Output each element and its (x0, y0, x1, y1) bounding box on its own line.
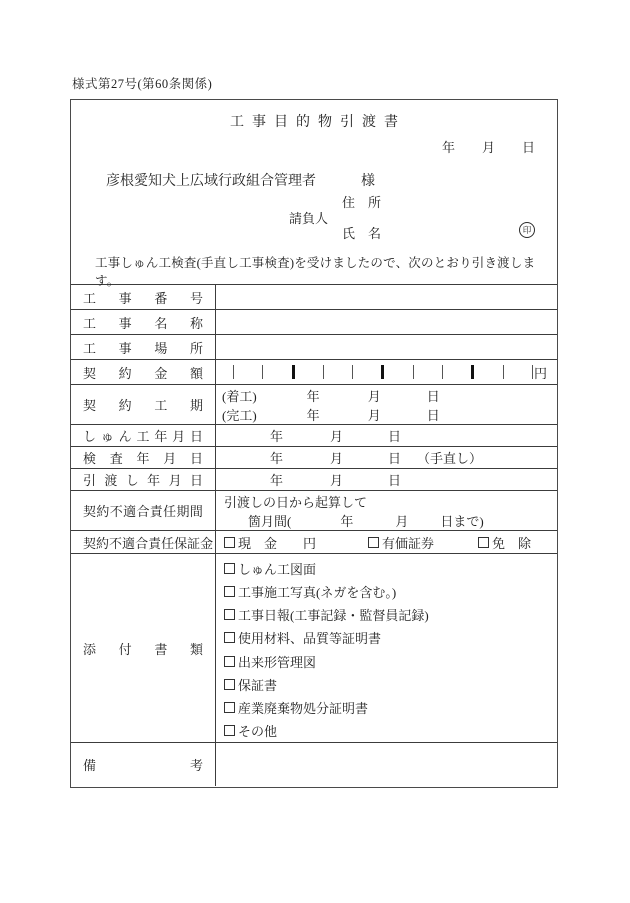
addressee-line (106, 170, 375, 190)
attachment-item: 使用材料、品質等証明書 (224, 626, 557, 649)
thousands-separator (381, 365, 384, 379)
digit-separator (262, 365, 263, 379)
rework-note: （手直し） (417, 451, 483, 466)
checkbox-icon-securities (368, 537, 379, 548)
period-start-line: (着工) 年 月 日 (216, 386, 557, 405)
row-contract-period (71, 384, 557, 424)
row-construction-name (71, 309, 557, 334)
checkbox-icon (224, 702, 235, 713)
end-prefix: (完工) (222, 407, 257, 423)
construction-name-label: 工 事 名 称 (83, 315, 203, 331)
digit-separator (532, 365, 533, 379)
row-inspection-date (71, 446, 557, 468)
checkbox-icon (224, 632, 235, 643)
form-header (71, 100, 557, 288)
checkbox-icon (224, 679, 235, 690)
attachment-item: 工事施工写真(ネガを含む。) (224, 580, 557, 603)
form-sheet (70, 99, 558, 788)
digit-separator (323, 365, 324, 379)
liability-line1: 引渡しの日から起算して (224, 494, 368, 510)
construction-number-value (216, 285, 557, 309)
attachment-item: 工事日報(工事記録・監督員記録) (224, 603, 557, 626)
contract-period-label: 契 約 工 期 (83, 398, 203, 413)
row-attachments (71, 553, 557, 742)
amount-digit-separators (233, 360, 533, 384)
handover-date-label: 引 渡 し 年 月 日 (83, 473, 203, 488)
checkbox-icon (224, 725, 235, 736)
contract-amount-value (216, 360, 557, 384)
attachment-item: 出来形管理図 (224, 650, 557, 673)
defect-liability-deposit-value (216, 531, 557, 553)
completion-date-label: し ゅ ん 工 年 月 日 (83, 429, 203, 444)
inspection-date-value: 年 月 日 （手直し） (216, 447, 557, 468)
contractor-name-label: 氏 名 (342, 226, 382, 241)
completion-date-value: 年 月 日 (270, 429, 402, 444)
period-end-line: (完工) 年 月 日 (216, 405, 557, 424)
attachment-item: しゅん工図面 (224, 557, 557, 580)
start-prefix: (着工) (222, 388, 257, 404)
form-number: 様式第27号(第60条関係) (72, 77, 213, 91)
checkbox-icon-cash (224, 537, 235, 548)
checkbox-icon (224, 609, 235, 620)
date-year-label: 年 (441, 140, 455, 155)
contractor-fields (342, 192, 381, 242)
checkbox-icon (224, 563, 235, 574)
defect-liability-period-value (216, 491, 557, 530)
row-construction-site (71, 334, 557, 359)
seal-mark-icon: 印 (519, 222, 535, 238)
remarks-label: 備 考 (83, 758, 203, 773)
date-month-label: 月 (481, 140, 495, 155)
construction-site-value (216, 335, 557, 359)
defect-liability-deposit-label: 契 約 不 適 合 責 任 保 証 金 (83, 535, 214, 551)
contractor-block (289, 192, 381, 242)
contract-amount-label: 契 約 金 額 (83, 365, 203, 381)
row-completion-date (71, 424, 557, 446)
row-handover-date (71, 468, 557, 490)
deposit-option-exempt: 免 除 (492, 535, 532, 551)
handover-date-value: 年 月 日 (270, 473, 402, 488)
attachments-label: 添 付 書 類 (83, 641, 203, 657)
liability-line2: 箇月間( 年 月 日まで) (248, 513, 484, 529)
thousands-separator (292, 365, 295, 379)
construction-name-value (216, 310, 557, 334)
digit-separator (233, 365, 234, 379)
checkbox-icon (224, 656, 235, 667)
attachment-item: 産業廃棄物処分証明書 (224, 696, 557, 719)
addressee-honorific: 様 (361, 174, 375, 189)
digit-separator (442, 365, 443, 379)
row-defect-liability-deposit (71, 530, 557, 553)
attachments-list (216, 554, 557, 742)
date-day-label: 日 (521, 140, 535, 155)
addressee-name: 彦根愛知犬上広域行政組合管理者 (106, 174, 316, 189)
remarks-value (216, 743, 557, 786)
attachment-item: その他 (224, 719, 557, 742)
thousands-separator (471, 365, 474, 379)
contract-period-value (216, 385, 557, 424)
delivery-statement: 工事しゅん工検査(手直し工事検査)を受けましたので、次のとおり引き渡します。 (95, 256, 536, 288)
deposit-option-securities: 有価証券 (382, 535, 435, 551)
digit-separator (413, 365, 414, 379)
row-contract-amount (71, 359, 557, 384)
defect-liability-period-label: 契 約 不 適 合 責 任 期 間 (83, 504, 203, 519)
header-date-line (71, 137, 557, 156)
construction-site-label: 工 事 場 所 (83, 340, 203, 356)
digit-separator (352, 365, 353, 379)
contractor-label: 請負人 (289, 210, 329, 226)
checkbox-icon-exempt (478, 537, 489, 548)
construction-number-label: 工 事 番 号 (83, 290, 203, 306)
contractor-address-label: 住 所 (342, 195, 382, 210)
checkbox-icon (224, 586, 235, 597)
attachment-item: 保証書 (224, 673, 557, 696)
form-table (71, 284, 557, 786)
deposit-option-cash: 現 金 (238, 535, 278, 551)
digit-separator (503, 365, 504, 379)
deposit-cash-unit: 円 (303, 535, 317, 551)
row-remarks (71, 742, 557, 786)
document-title: 工事目的物引渡書 (230, 115, 406, 130)
amount-unit-label: 円 (533, 365, 547, 381)
row-defect-liability-period (71, 490, 557, 530)
inspection-date-label: 検 査 年 月 日 (83, 451, 203, 466)
